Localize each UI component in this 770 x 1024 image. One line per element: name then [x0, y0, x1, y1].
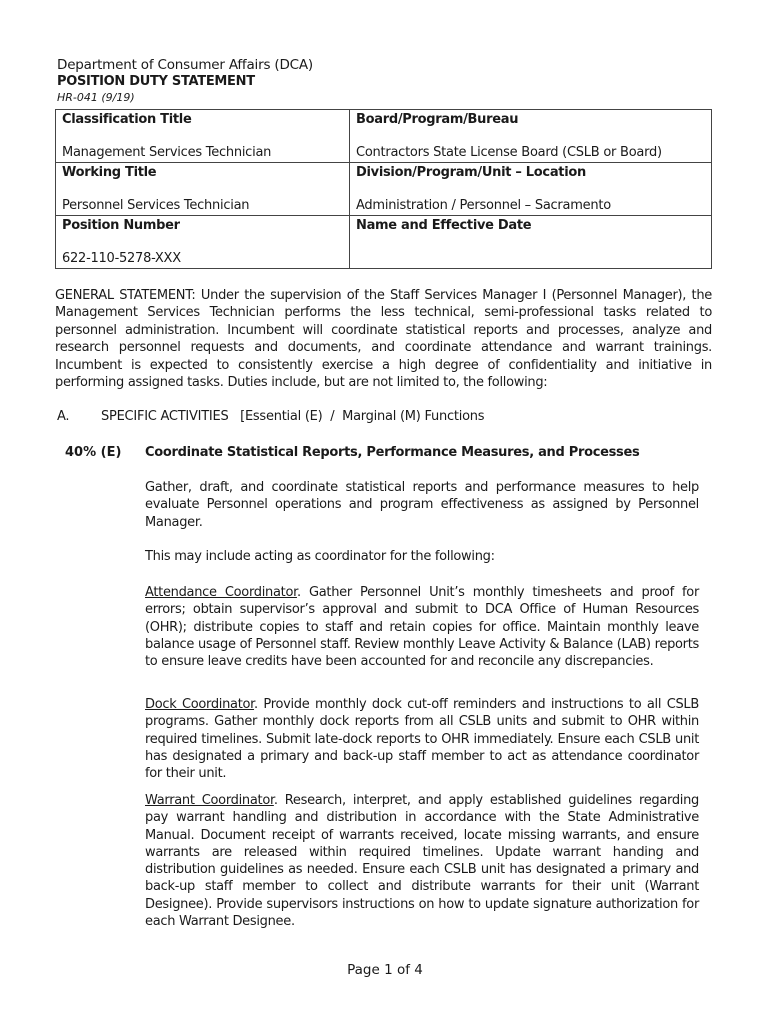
form-id: HR-041 (9/19) — [57, 91, 135, 104]
division-value: Administration / Personnel – Sacramento — [356, 198, 611, 213]
board-cell — [350, 110, 712, 163]
duty-intro: Gather, draft, and coordinate statistical reports and performance measures to help evaluate Personnel operations and program effectiveness as assigned by Personnel Manager. — [145, 480, 699, 530]
working-title-label: Working Title — [62, 165, 157, 180]
board-label: Board/Program/Bureau — [356, 112, 519, 127]
general-statement: GENERAL STATEMENT: Under the supervision of the Staff Services Manager I (Personnel Manager), the Management Services Technician performs the less technical, semi-professional tasks related to personnel administration. Incumbent will coordinate statistical reports and processes, analyze and research personnel requests and documents, and coordinate attendance and warrant trainings. Incumbent is expected to consistently exercise a high degree of confidentiality and initiative in performing assigned tasks. Duties include, but are not limited to, the following: — [55, 288, 712, 391]
table-row — [56, 216, 712, 269]
warrant-coordinator-paragraph — [145, 792, 699, 930]
duty-title: Coordinate Statistical Reports, Performance Measures, and Processes — [145, 445, 640, 460]
name-date-cell — [350, 216, 712, 269]
table-row — [56, 110, 712, 163]
position-number-label: Position Number — [62, 218, 180, 233]
position-info-table — [55, 109, 712, 269]
warrant-coordinator-text: . Research, interpret, and apply established guidelines regarding pay warrant handling and distribution in accordance with the State Administrative Manual. Document receipt of warrants received, locate missing warrants, and ensure warrants are released within required timelines. Update warrant handing and distribution guidelines as needed. Ensure each CSLB unit has designated a primary and back-up staff member to collect and distribute warrants for their unit (Warrant Designee). Provide supervisors instructions on how to update signature authorization for each Warrant Designee. — [145, 793, 699, 930]
working-title-value: Personnel Services Technician — [62, 198, 250, 213]
board-value: Contractors State License Board (CSLB or Board) — [356, 145, 662, 160]
classification-label: Classification Title — [62, 112, 192, 127]
coordinator-intro: This may include acting as coordinator for the following: — [145, 549, 495, 564]
attendance-coordinator-paragraph — [145, 584, 699, 670]
working-title-cell — [56, 163, 350, 216]
document-title: POSITION DUTY STATEMENT — [57, 74, 255, 89]
dock-coordinator-title: Dock Coordinator — [145, 697, 255, 712]
attendance-coordinator-text: . Gather Personnel Unit’s monthly timesheets and proof for errors; obtain supervisor’s approval and submit to DCA Office of Human Resources (OHR); distribute copies to staff and retain copies for office. Maintain monthly leave balance usage of Personnel staff. Review monthly Leave Activity & Balance (LAB) reports to ensure leave credits have been accounted for and reconcile any discrepancies. — [145, 585, 699, 670]
name-date-label: Name and Effective Date — [356, 218, 532, 233]
classification-value: Management Services Technician — [62, 145, 272, 160]
division-label: Division/Program/Unit – Location — [356, 165, 586, 180]
warrant-coordinator-title: Warrant Coordinator — [145, 793, 274, 808]
section-letter: A. — [57, 409, 70, 424]
classification-cell — [56, 110, 350, 163]
division-cell — [350, 163, 712, 216]
dock-coordinator-text: . Provide monthly dock cut-off reminders and instructions to all CSLB programs. Gather monthly dock reports from all CSLB units and submit to OHR within required timelines. Submit late-dock reports to OHR immediately. Ensure each CSLB unit has designated a primary and back-up staff member to act as attendance coordinator for their unit. — [145, 697, 699, 782]
dock-coordinator-paragraph — [145, 696, 699, 782]
section-heading: SPECIFIC ACTIVITIES [Essential (E) / Marginal (M) Functions — [101, 409, 485, 424]
duty-percent: 40% (E) — [65, 445, 122, 460]
page-number: Page 1 of 4 — [347, 962, 423, 978]
table-row — [56, 163, 712, 216]
attendance-coordinator-title: Attendance Coordinator — [145, 585, 297, 600]
department-name: Department of Consumer Affairs (DCA) — [57, 57, 313, 73]
position-number-cell — [56, 216, 350, 269]
position-number-value: 622-110-5278-XXX — [62, 251, 181, 266]
